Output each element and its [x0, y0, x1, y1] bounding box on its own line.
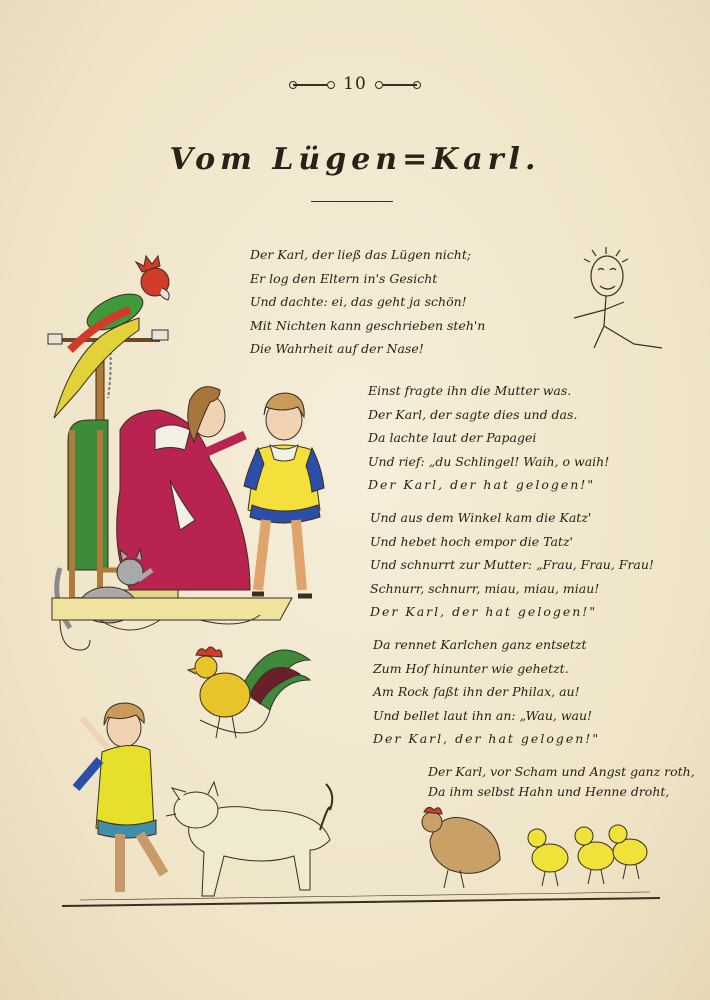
verse-line: Er log den Eltern in's Gesicht [250, 270, 438, 286]
verse-line: Der Karl, der ließ das Lügen nicht; [250, 247, 472, 262]
dog-philax [166, 782, 332, 896]
verse-line: Zum Hof hinunter wie gehetzt. [373, 660, 569, 676]
verse-line: Der Karl, der sagte dies und das. [368, 406, 578, 422]
verse-line: Der Karl, vor Scham und Angst ganz roth, [428, 764, 695, 779]
hen [422, 807, 500, 888]
verse-line: Da ihm selbst Hahn und Henne droht, [428, 784, 670, 799]
verse-line: Und rief: „du Schlingel! Waih, o waih! [368, 453, 610, 469]
verse-line: Da rennet Karlchen ganz entsetzt [373, 637, 587, 652]
verse-line: Und hebet hoch empor die Tatz' [370, 533, 573, 549]
page-title: Vom Lügen=Karl. [169, 142, 541, 177]
rooster [188, 647, 310, 738]
verse-line: Und dachte: ei, das geht ja schön! [250, 294, 467, 309]
boy-karl-running [76, 703, 164, 892]
face-doodle [574, 247, 662, 348]
verse-line: Und aus dem Winkel kam die Katz' [370, 510, 592, 525]
verse-refrain: Der Karl, der hat gelogen!" [373, 731, 601, 746]
boy-karl-standing [244, 393, 324, 596]
verse-line: Schnurr, schnurr, miau, miau, miau! [370, 580, 600, 596]
mother-in-armchair [68, 387, 250, 600]
chicks [528, 825, 647, 886]
verse-line: Die Wahrheit auf der Nase! [250, 341, 424, 356]
verse-line: Am Rock faßt ihn der Philax, au! [373, 684, 580, 699]
parrot-on-perch [48, 256, 169, 432]
floor-bracket [52, 598, 292, 650]
verse-refrain: Der Karl, der hat gelogen!" [368, 477, 596, 492]
verse-refrain: Der Karl, der hat gelogen!" [370, 604, 598, 619]
verse-line: Und schnurrt zur Mutter: „Frau, Frau, Frau! [370, 557, 654, 572]
verse-line: Und bellet laut ihn an: „Wau, wau! [373, 707, 593, 723]
verse-line: Einst fragte ihn die Mutter was. [368, 383, 572, 398]
page-number: 10 [343, 74, 367, 94]
verse-line: Da lachte laut der Papagei [368, 430, 537, 445]
verse-line: Mit Nichten kann geschrieben steh'n [250, 317, 486, 333]
